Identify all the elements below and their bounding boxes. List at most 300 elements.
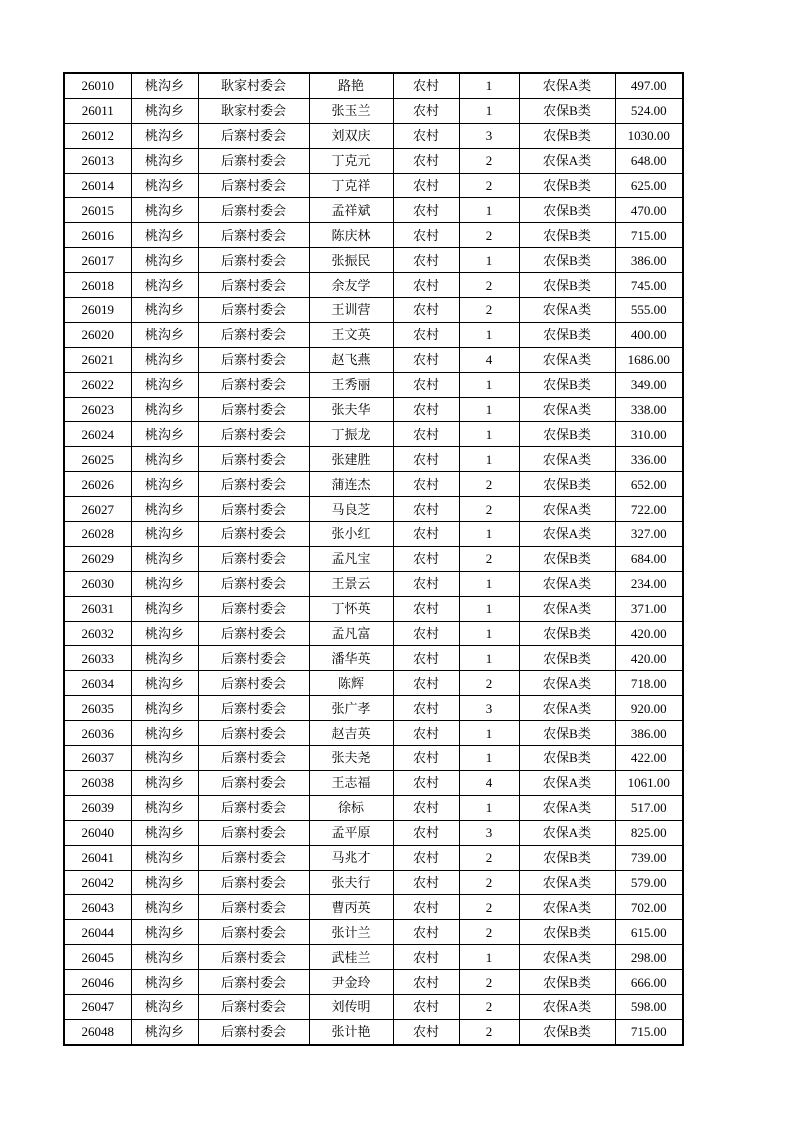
table-row [64, 546, 683, 571]
table-row [64, 945, 683, 970]
cell-person-count: 1 [459, 198, 519, 223]
table-row [64, 123, 683, 148]
cell-township: 桃沟乡 [131, 447, 198, 472]
cell-residence-type: 农村 [393, 696, 459, 721]
table-row [64, 322, 683, 347]
cell-person-count: 2 [459, 920, 519, 945]
cell-insurance-category: 农保A类 [519, 795, 615, 820]
cell-insurance-category: 农保A类 [519, 73, 615, 98]
cell-township: 桃沟乡 [131, 73, 198, 98]
cell-residence-type: 农村 [393, 322, 459, 347]
cell-serial-number: 26027 [64, 497, 131, 522]
cell-serial-number: 26026 [64, 472, 131, 497]
cell-person-count: 2 [459, 223, 519, 248]
cell-residence-type: 农村 [393, 248, 459, 273]
cell-township: 桃沟乡 [131, 497, 198, 522]
cell-insurance-category: 农保A类 [519, 347, 615, 372]
cell-village-committee: 后寨村委会 [198, 945, 309, 970]
table-row [64, 298, 683, 323]
cell-village-committee: 后寨村委会 [198, 770, 309, 795]
table-row [64, 696, 683, 721]
cell-person-count: 3 [459, 820, 519, 845]
cell-amount: 1061.00 [615, 770, 683, 795]
table-row [64, 646, 683, 671]
cell-person-count: 1 [459, 621, 519, 646]
cell-amount: 386.00 [615, 248, 683, 273]
cell-insurance-category: 农保A类 [519, 696, 615, 721]
cell-insurance-category: 农保B类 [519, 198, 615, 223]
cell-township: 桃沟乡 [131, 223, 198, 248]
cell-insurance-category: 农保B类 [519, 223, 615, 248]
cell-person-name: 陈庆林 [309, 223, 393, 248]
cell-amount: 420.00 [615, 621, 683, 646]
cell-person-name: 陈辉 [309, 671, 393, 696]
cell-person-count: 2 [459, 298, 519, 323]
cell-township: 桃沟乡 [131, 621, 198, 646]
cell-amount: 420.00 [615, 646, 683, 671]
cell-person-count: 2 [459, 273, 519, 298]
cell-person-name: 丁怀英 [309, 596, 393, 621]
table-row [64, 994, 683, 1019]
cell-serial-number: 26039 [64, 795, 131, 820]
cell-insurance-category: 农保A类 [519, 397, 615, 422]
cell-person-name: 王训营 [309, 298, 393, 323]
cell-person-count: 1 [459, 522, 519, 547]
cell-amount: 400.00 [615, 322, 683, 347]
table-row [64, 522, 683, 547]
cell-person-count: 1 [459, 721, 519, 746]
cell-person-count: 2 [459, 671, 519, 696]
cell-insurance-category: 农保A类 [519, 994, 615, 1019]
cell-village-committee: 后寨村委会 [198, 1019, 309, 1044]
cell-amount: 386.00 [615, 721, 683, 746]
cell-insurance-category: 农保B类 [519, 845, 615, 870]
cell-residence-type: 农村 [393, 347, 459, 372]
cell-serial-number: 26048 [64, 1019, 131, 1044]
cell-insurance-category: 农保A类 [519, 571, 615, 596]
cell-person-name: 王文英 [309, 322, 393, 347]
cell-residence-type: 农村 [393, 646, 459, 671]
cell-insurance-category: 农保B类 [519, 646, 615, 671]
cell-insurance-category: 农保A类 [519, 895, 615, 920]
cell-residence-type: 农村 [393, 198, 459, 223]
cell-serial-number: 26028 [64, 522, 131, 547]
cell-amount: 555.00 [615, 298, 683, 323]
cell-person-count: 1 [459, 447, 519, 472]
cell-residence-type: 农村 [393, 671, 459, 696]
cell-person-name: 张玉兰 [309, 98, 393, 123]
cell-insurance-category: 农保A类 [519, 820, 615, 845]
cell-township: 桃沟乡 [131, 273, 198, 298]
cell-residence-type: 农村 [393, 746, 459, 771]
cell-serial-number: 26035 [64, 696, 131, 721]
cell-residence-type: 农村 [393, 422, 459, 447]
cell-person-name: 张振民 [309, 248, 393, 273]
cell-person-count: 2 [459, 148, 519, 173]
cell-residence-type: 农村 [393, 870, 459, 895]
table-row [64, 970, 683, 995]
cell-serial-number: 26036 [64, 721, 131, 746]
cell-serial-number: 26024 [64, 422, 131, 447]
cell-amount: 615.00 [615, 920, 683, 945]
cell-person-count: 2 [459, 173, 519, 198]
cell-person-name: 张计兰 [309, 920, 393, 945]
cell-residence-type: 农村 [393, 845, 459, 870]
cell-person-count: 2 [459, 497, 519, 522]
cell-township: 桃沟乡 [131, 671, 198, 696]
cell-person-count: 1 [459, 571, 519, 596]
cell-serial-number: 26025 [64, 447, 131, 472]
cell-residence-type: 农村 [393, 472, 459, 497]
cell-person-name: 丁克祥 [309, 173, 393, 198]
cell-insurance-category: 农保B类 [519, 920, 615, 945]
cell-person-name: 蒲连杰 [309, 472, 393, 497]
cell-residence-type: 农村 [393, 1019, 459, 1044]
cell-person-count: 2 [459, 895, 519, 920]
cell-township: 桃沟乡 [131, 522, 198, 547]
cell-serial-number: 26046 [64, 970, 131, 995]
cell-serial-number: 26014 [64, 173, 131, 198]
cell-township: 桃沟乡 [131, 746, 198, 771]
cell-person-name: 马兆才 [309, 845, 393, 870]
table-row [64, 73, 683, 98]
cell-person-name: 赵吉英 [309, 721, 393, 746]
cell-insurance-category: 农保A类 [519, 148, 615, 173]
cell-residence-type: 农村 [393, 721, 459, 746]
cell-person-count: 2 [459, 845, 519, 870]
cell-residence-type: 农村 [393, 123, 459, 148]
cell-person-name: 孟凡富 [309, 621, 393, 646]
cell-person-count: 2 [459, 1019, 519, 1044]
cell-village-committee: 后寨村委会 [198, 173, 309, 198]
cell-residence-type: 农村 [393, 596, 459, 621]
table-row [64, 173, 683, 198]
table-row [64, 497, 683, 522]
cell-amount: 470.00 [615, 198, 683, 223]
cell-amount: 625.00 [615, 173, 683, 198]
cell-township: 桃沟乡 [131, 820, 198, 845]
table-row [64, 347, 683, 372]
cell-amount: 338.00 [615, 397, 683, 422]
cell-village-committee: 后寨村委会 [198, 248, 309, 273]
cell-village-committee: 后寨村委会 [198, 596, 309, 621]
cell-village-committee: 后寨村委会 [198, 671, 309, 696]
cell-residence-type: 农村 [393, 571, 459, 596]
cell-serial-number: 26017 [64, 248, 131, 273]
cell-township: 桃沟乡 [131, 870, 198, 895]
cell-insurance-category: 农保A类 [519, 671, 615, 696]
cell-amount: 825.00 [615, 820, 683, 845]
table-row [64, 746, 683, 771]
cell-residence-type: 农村 [393, 447, 459, 472]
cell-residence-type: 农村 [393, 820, 459, 845]
cell-serial-number: 26013 [64, 148, 131, 173]
cell-serial-number: 26022 [64, 372, 131, 397]
cell-insurance-category: 农保B类 [519, 546, 615, 571]
cell-person-count: 1 [459, 945, 519, 970]
cell-residence-type: 农村 [393, 945, 459, 970]
cell-residence-type: 农村 [393, 770, 459, 795]
cell-person-name: 尹金玲 [309, 970, 393, 995]
cell-amount: 598.00 [615, 994, 683, 1019]
table-row [64, 273, 683, 298]
cell-amount: 739.00 [615, 845, 683, 870]
cell-amount: 715.00 [615, 223, 683, 248]
cell-amount: 579.00 [615, 870, 683, 895]
cell-insurance-category: 农保B类 [519, 173, 615, 198]
cell-amount: 524.00 [615, 98, 683, 123]
cell-village-committee: 后寨村委会 [198, 198, 309, 223]
cell-township: 桃沟乡 [131, 472, 198, 497]
cell-residence-type: 农村 [393, 397, 459, 422]
table-row [64, 721, 683, 746]
cell-insurance-category: 农保B类 [519, 721, 615, 746]
cell-person-name: 王秀丽 [309, 372, 393, 397]
cell-village-committee: 耿家村委会 [198, 98, 309, 123]
cell-person-count: 2 [459, 970, 519, 995]
table-row [64, 422, 683, 447]
cell-amount: 1686.00 [615, 347, 683, 372]
cell-person-count: 1 [459, 372, 519, 397]
cell-township: 桃沟乡 [131, 1019, 198, 1044]
cell-residence-type: 农村 [393, 497, 459, 522]
cell-amount: 648.00 [615, 148, 683, 173]
cell-person-name: 张建胜 [309, 447, 393, 472]
cell-person-name: 余友学 [309, 273, 393, 298]
cell-village-committee: 后寨村委会 [198, 870, 309, 895]
cell-serial-number: 26015 [64, 198, 131, 223]
table-row [64, 148, 683, 173]
cell-serial-number: 26042 [64, 870, 131, 895]
cell-insurance-category: 农保A类 [519, 497, 615, 522]
cell-township: 桃沟乡 [131, 596, 198, 621]
cell-township: 桃沟乡 [131, 322, 198, 347]
cell-residence-type: 农村 [393, 98, 459, 123]
cell-person-count: 3 [459, 123, 519, 148]
cell-village-committee: 后寨村委会 [198, 372, 309, 397]
cell-township: 桃沟乡 [131, 721, 198, 746]
cell-serial-number: 26047 [64, 994, 131, 1019]
cell-serial-number: 26021 [64, 347, 131, 372]
cell-serial-number: 26033 [64, 646, 131, 671]
cell-amount: 298.00 [615, 945, 683, 970]
cell-residence-type: 农村 [393, 273, 459, 298]
cell-village-committee: 后寨村委会 [198, 646, 309, 671]
cell-person-name: 张夫行 [309, 870, 393, 895]
cell-person-name: 曹丙英 [309, 895, 393, 920]
cell-village-committee: 后寨村委会 [198, 422, 309, 447]
cell-serial-number: 26016 [64, 223, 131, 248]
cell-township: 桃沟乡 [131, 994, 198, 1019]
cell-amount: 920.00 [615, 696, 683, 721]
cell-residence-type: 农村 [393, 546, 459, 571]
cell-residence-type: 农村 [393, 522, 459, 547]
cell-village-committee: 后寨村委会 [198, 347, 309, 372]
cell-serial-number: 26044 [64, 920, 131, 945]
cell-township: 桃沟乡 [131, 98, 198, 123]
table-row [64, 248, 683, 273]
cell-insurance-category: 农保A类 [519, 945, 615, 970]
cell-serial-number: 26018 [64, 273, 131, 298]
cell-township: 桃沟乡 [131, 970, 198, 995]
cell-person-name: 张夫华 [309, 397, 393, 422]
cell-township: 桃沟乡 [131, 696, 198, 721]
cell-person-count: 3 [459, 696, 519, 721]
cell-serial-number: 26045 [64, 945, 131, 970]
cell-insurance-category: 农保A类 [519, 447, 615, 472]
cell-serial-number: 26020 [64, 322, 131, 347]
cell-person-name: 刘双庆 [309, 123, 393, 148]
cell-serial-number: 26029 [64, 546, 131, 571]
cell-township: 桃沟乡 [131, 770, 198, 795]
cell-township: 桃沟乡 [131, 148, 198, 173]
cell-person-count: 1 [459, 397, 519, 422]
cell-residence-type: 农村 [393, 920, 459, 945]
cell-serial-number: 26030 [64, 571, 131, 596]
cell-person-name: 马良芝 [309, 497, 393, 522]
cell-person-name: 孟祥斌 [309, 198, 393, 223]
cell-amount: 666.00 [615, 970, 683, 995]
cell-village-committee: 后寨村委会 [198, 970, 309, 995]
table-row [64, 596, 683, 621]
cell-person-count: 2 [459, 870, 519, 895]
table-row [64, 372, 683, 397]
cell-village-committee: 后寨村委会 [198, 298, 309, 323]
cell-village-committee: 后寨村委会 [198, 123, 309, 148]
cell-insurance-category: 农保A类 [519, 770, 615, 795]
cell-serial-number: 26041 [64, 845, 131, 870]
table-row [64, 223, 683, 248]
cell-residence-type: 农村 [393, 372, 459, 397]
cell-serial-number: 26019 [64, 298, 131, 323]
cell-amount: 422.00 [615, 746, 683, 771]
cell-insurance-category: 农保B类 [519, 248, 615, 273]
cell-insurance-category: 农保A类 [519, 596, 615, 621]
cell-person-count: 4 [459, 770, 519, 795]
pension-roster-table [63, 72, 684, 1046]
cell-residence-type: 农村 [393, 173, 459, 198]
cell-amount: 745.00 [615, 273, 683, 298]
cell-township: 桃沟乡 [131, 646, 198, 671]
cell-person-count: 1 [459, 795, 519, 820]
cell-person-count: 1 [459, 98, 519, 123]
cell-village-committee: 后寨村委会 [198, 621, 309, 646]
cell-township: 桃沟乡 [131, 546, 198, 571]
cell-township: 桃沟乡 [131, 397, 198, 422]
cell-amount: 517.00 [615, 795, 683, 820]
cell-village-committee: 后寨村委会 [198, 223, 309, 248]
cell-person-count: 1 [459, 596, 519, 621]
cell-residence-type: 农村 [393, 73, 459, 98]
cell-amount: 327.00 [615, 522, 683, 547]
cell-serial-number: 26038 [64, 770, 131, 795]
cell-village-committee: 后寨村委会 [198, 721, 309, 746]
cell-township: 桃沟乡 [131, 248, 198, 273]
cell-village-committee: 后寨村委会 [198, 571, 309, 596]
cell-amount: 715.00 [615, 1019, 683, 1044]
cell-township: 桃沟乡 [131, 422, 198, 447]
cell-person-name: 丁克元 [309, 148, 393, 173]
cell-insurance-category: 农保B类 [519, 273, 615, 298]
cell-village-committee: 后寨村委会 [198, 522, 309, 547]
cell-township: 桃沟乡 [131, 298, 198, 323]
cell-person-count: 1 [459, 422, 519, 447]
cell-township: 桃沟乡 [131, 123, 198, 148]
table-row [64, 820, 683, 845]
cell-serial-number: 26034 [64, 671, 131, 696]
cell-village-committee: 后寨村委会 [198, 546, 309, 571]
cell-amount: 371.00 [615, 596, 683, 621]
cell-person-name: 张广孝 [309, 696, 393, 721]
cell-serial-number: 26023 [64, 397, 131, 422]
cell-insurance-category: 农保B类 [519, 422, 615, 447]
cell-person-name: 王景云 [309, 571, 393, 596]
cell-serial-number: 26011 [64, 98, 131, 123]
cell-serial-number: 26031 [64, 596, 131, 621]
cell-person-name: 路艳 [309, 73, 393, 98]
cell-serial-number: 26043 [64, 895, 131, 920]
cell-residence-type: 农村 [393, 148, 459, 173]
cell-village-committee: 后寨村委会 [198, 895, 309, 920]
cell-amount: 718.00 [615, 671, 683, 696]
table-row [64, 621, 683, 646]
cell-residence-type: 农村 [393, 795, 459, 820]
cell-person-name: 张计艳 [309, 1019, 393, 1044]
cell-amount: 1030.00 [615, 123, 683, 148]
table-row [64, 472, 683, 497]
cell-residence-type: 农村 [393, 970, 459, 995]
cell-village-committee: 后寨村委会 [198, 746, 309, 771]
table-row [64, 397, 683, 422]
table-row [64, 895, 683, 920]
cell-village-committee: 后寨村委会 [198, 472, 309, 497]
table-row [64, 447, 683, 472]
cell-insurance-category: 农保B类 [519, 372, 615, 397]
cell-village-committee: 后寨村委会 [198, 497, 309, 522]
cell-serial-number: 26032 [64, 621, 131, 646]
cell-person-count: 2 [459, 994, 519, 1019]
cell-insurance-category: 农保B类 [519, 322, 615, 347]
cell-person-name: 刘传明 [309, 994, 393, 1019]
cell-township: 桃沟乡 [131, 347, 198, 372]
table-row [64, 795, 683, 820]
cell-township: 桃沟乡 [131, 372, 198, 397]
table-row [64, 671, 683, 696]
cell-person-count: 1 [459, 248, 519, 273]
cell-person-name: 孟凡宝 [309, 546, 393, 571]
cell-insurance-category: 农保A类 [519, 870, 615, 895]
cell-village-committee: 后寨村委会 [198, 696, 309, 721]
cell-insurance-category: 农保B类 [519, 98, 615, 123]
cell-serial-number: 26040 [64, 820, 131, 845]
cell-amount: 310.00 [615, 422, 683, 447]
cell-amount: 722.00 [615, 497, 683, 522]
cell-insurance-category: 农保A类 [519, 298, 615, 323]
cell-amount: 652.00 [615, 472, 683, 497]
cell-insurance-category: 农保B类 [519, 621, 615, 646]
table-row [64, 1019, 683, 1044]
cell-residence-type: 农村 [393, 994, 459, 1019]
cell-township: 桃沟乡 [131, 845, 198, 870]
cell-amount: 234.00 [615, 571, 683, 596]
cell-insurance-category: 农保B类 [519, 746, 615, 771]
cell-township: 桃沟乡 [131, 173, 198, 198]
table-row [64, 870, 683, 895]
cell-insurance-category: 农保B类 [519, 472, 615, 497]
cell-amount: 349.00 [615, 372, 683, 397]
cell-residence-type: 农村 [393, 298, 459, 323]
cell-residence-type: 农村 [393, 895, 459, 920]
